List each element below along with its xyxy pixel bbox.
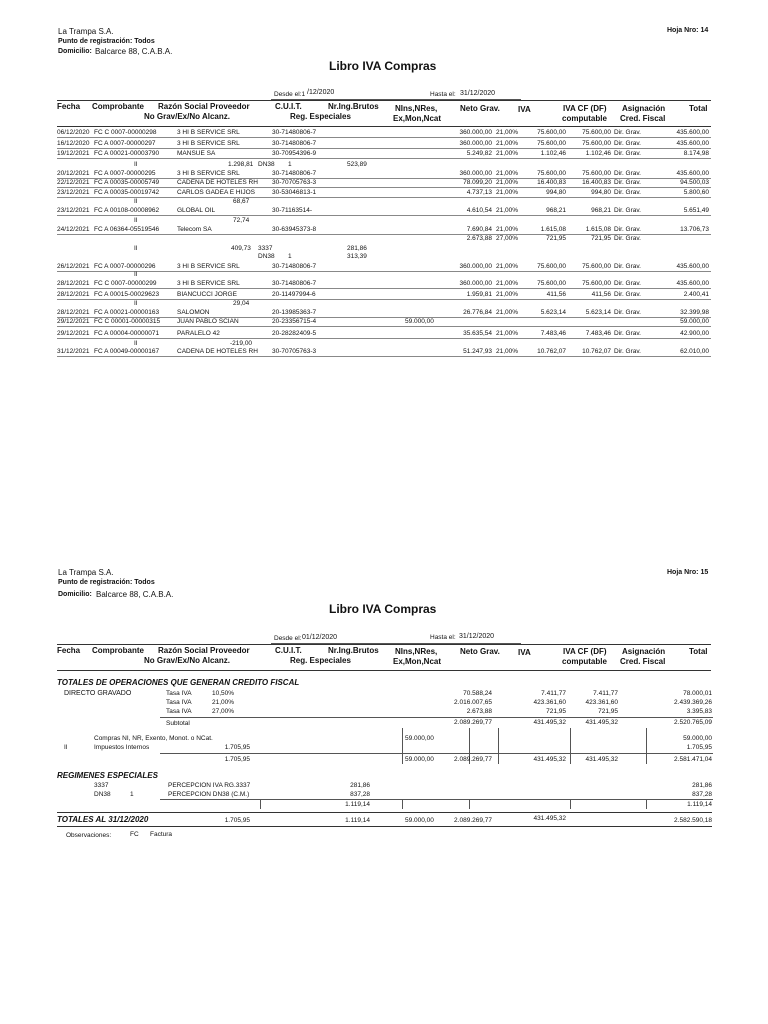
header-nring-1: Nr.Ing.Brutos [328, 102, 379, 111]
tasa-label: Tasa IVA [166, 690, 192, 697]
mansue-dn38: DN38 [258, 161, 275, 168]
header-nins-1: NIns,NRes, [395, 104, 438, 113]
row-razon-social: MANSUE SA [177, 150, 216, 157]
tasa-ivacf: 721,95 [598, 708, 618, 715]
header-asig-2: Cred. Fiscal [620, 114, 666, 123]
row-iva: 75.600,00 [537, 263, 566, 270]
row-ivacf: 10.762,07 [582, 348, 611, 355]
domicilio-label: Domicilio: [58, 48, 92, 55]
row-total: 5.800,60 [683, 189, 709, 196]
company-name: La Trampa S.A. [58, 27, 114, 36]
reg-code-3337: 3337 [94, 782, 109, 789]
compras-ni-label: Compras NI, NR, Exento, Monot. o NCat. [94, 735, 213, 742]
reg-total-dn38: 837,28 [692, 791, 712, 798]
row-comprobante: FC C 0007-00000298 [94, 129, 157, 136]
row-comprobante: FC C 0007-00000299 [94, 280, 157, 287]
header-iva: IVA [518, 105, 531, 114]
row-cuit: 30-71163514- [272, 207, 312, 214]
row-fecha: 23/12/2021 [57, 207, 90, 214]
row-comprobante: FC A 00021-00003790 [94, 150, 160, 157]
row-exento: 59.000,00 [405, 318, 434, 325]
ii-total: 1.705,95 [686, 744, 712, 751]
row-neto: 78.099,20 [463, 179, 492, 186]
row-fecha: 19/12/2021 [57, 150, 90, 157]
row-neto: 5.249,82 [466, 150, 492, 157]
row-fecha: 16/12/2020 [57, 140, 90, 147]
row-comprobante: FC A 0007-00000296 [94, 263, 156, 270]
reg-amt-dn38: 837,28 [350, 791, 370, 798]
tasa-neto: 2.016.007,65 [454, 699, 492, 706]
row-asignacion: Dir. Grav. [614, 348, 641, 355]
row-comprobante: FC C 00001-00000315 [94, 318, 161, 325]
header-razon-1: Razón Social Proveedor [158, 646, 250, 655]
row-cuit: 30-71480806-7 [272, 263, 317, 270]
row-razon-social: CADENA DE HOTELES RH [177, 179, 258, 186]
sum-ex: 59.000,00 [405, 756, 434, 763]
row-iva: 75.600,00 [537, 129, 566, 136]
row-asignacion: Dir. Grav. [614, 179, 641, 186]
subtotal-total: 2.520.765,09 [674, 719, 712, 726]
reg-amt-3337: 281,86 [350, 782, 370, 789]
telecom-tasa-2: 27,00% [496, 235, 519, 242]
row-cuit: 30-70954396-9 [272, 150, 317, 157]
desde-value: /12/2020 [307, 89, 335, 96]
telecom-313: 313,39 [347, 253, 367, 260]
global-ii: II [134, 217, 138, 224]
row-fecha: 28/12/2021 [57, 309, 90, 316]
header-ivacf-1: IVA CF (DF) [563, 647, 607, 656]
tasa-pct: 21,00% [212, 699, 235, 706]
tasa-pct: 10,50% [212, 690, 235, 697]
tasa-total: 2.439.369,26 [674, 699, 712, 706]
row-tasa: 21,00% [496, 170, 519, 177]
row-asignacion: Dir. Grav. [614, 129, 641, 136]
tasa-total: 78.000,01 [683, 690, 712, 697]
mansue-ii: II [134, 161, 138, 168]
row-neto: 7.690,84 [466, 226, 492, 233]
telecom-281: 281,86 [347, 245, 367, 252]
paralelo-ii-amount: -219,00 [230, 340, 253, 347]
header-ivacf-2: computable [562, 114, 607, 123]
row-fecha: 22/12/2021 [57, 179, 90, 186]
company-name: La Trampa S.A. [58, 568, 114, 577]
sum-total: 2.581.471,04 [674, 756, 712, 763]
row-asignacion: Dir. Grav. [614, 330, 641, 337]
totales-ex: 59.000,00 [405, 817, 434, 824]
row-comprobante: FC A 0007-00000295 [94, 170, 156, 177]
sum-iva: 431.495,32 [533, 756, 566, 763]
row-ivacf: 1.615,08 [585, 226, 611, 233]
row-cuit: 30-63945373-8 [272, 226, 317, 233]
tasa-ivacf: 7.411,77 [593, 690, 618, 697]
gadea-ii: II [134, 198, 138, 205]
global-ii-amount: 72,74 [233, 217, 250, 224]
row-neto: 360.000,00 [459, 170, 492, 177]
totales-neto: 2.089.269,77 [454, 817, 492, 824]
sum-ii: 1.705,95 [224, 756, 250, 763]
row-fecha: 29/12/2021 [57, 330, 90, 337]
row-cuit: 30-71480806-7 [272, 129, 317, 136]
row-razon-social: CADENA DE HOTELES RH [177, 348, 258, 355]
row-razon-social: 3 HI B SERVICE SRL [177, 129, 240, 136]
row-ivacf: 411,56 [591, 291, 611, 298]
mansue-dn38-num: 1 [288, 161, 292, 168]
row-total: 59.000,00 [680, 318, 709, 325]
header-fecha: Fecha [57, 102, 81, 111]
row-ivacf: 75.600,00 [582, 140, 611, 147]
row-asignacion: Dir. Grav. [614, 226, 641, 233]
row-comprobante: FC A 00035-00019742 [94, 189, 160, 196]
telecom-dn38: DN38 [258, 253, 275, 260]
row-iva: 994,80 [546, 189, 566, 196]
bianc-ii: II [134, 300, 138, 307]
row-comprobante: FC A 06364-05519546 [94, 226, 160, 233]
row-razon-social: 3 HI B SERVICE SRL [177, 280, 240, 287]
row-tasa: 21,00% [496, 189, 519, 196]
hasta-label: Hasta el: [430, 91, 456, 98]
telecom-iva-2: 721,95 [546, 235, 566, 242]
desde-label: Desde el: [274, 635, 302, 642]
header-nins-2: Ex,Mon,Ncat [393, 657, 442, 666]
telecom-asig-2: Dir. Grav. [614, 235, 641, 242]
row-total: 2.400,41 [683, 291, 709, 298]
row-iva: 411,56 [546, 291, 566, 298]
domicilio-label: Domicilio: [58, 591, 92, 598]
row-tasa: 21,00% [496, 280, 519, 287]
row-neto: 360.000,00 [459, 280, 492, 287]
section-credito-fiscal: TOTALES DE OPERACIONES QUE GENERAN CREDITO FISCAL [57, 678, 300, 687]
punto-registro: Punto de registración: Todos [58, 38, 155, 45]
row-cuit: 30-70705763-3 [272, 179, 317, 186]
subtotal-label: Subtotal [166, 720, 190, 727]
row-total: 94.500,03 [680, 179, 709, 186]
row-cuit: 20-23356715-4 [272, 318, 317, 325]
row-tasa: 21,00% [496, 348, 519, 355]
row-tasa: 21,00% [496, 140, 519, 147]
row-total: 42.900,00 [680, 330, 709, 337]
page-number: Hoja Nro: 15 [667, 569, 709, 576]
tasa-ivacf: 423.361,60 [585, 699, 618, 706]
compras-ni-total: 59.000,00 [683, 735, 712, 742]
row-comprobante: FC A 00035-00005749 [94, 179, 160, 186]
tasa-iva: 721,95 [546, 708, 566, 715]
row-iva: 1.615,08 [540, 226, 566, 233]
row-comprobante: FC A 00004-00000071 [94, 330, 160, 337]
header-total: Total [689, 104, 708, 113]
telecom-ii: II [134, 245, 138, 252]
page-title: Libro IVA Compras [329, 59, 437, 73]
reg-label-3337: PERCEPCION IVA RG.3337 [168, 782, 251, 789]
row-neto: 26.776,84 [463, 309, 492, 316]
row-tasa: 21,00% [496, 291, 519, 298]
header-nins-1: NIns,NRes, [395, 647, 438, 656]
paralelo-ii: II [134, 340, 138, 347]
header-iva: IVA [518, 648, 531, 657]
row-neto: 1.959,81 [466, 291, 492, 298]
tasa-label: Tasa IVA [166, 708, 192, 715]
row-ivacf: 7.483,46 [585, 330, 611, 337]
row-tasa: 21,00% [496, 207, 519, 214]
row-iva: 75.600,00 [537, 140, 566, 147]
totales-ii: 1.705,95 [224, 817, 250, 824]
row-iva: 7.483,46 [540, 330, 566, 337]
header-ivacf-2: computable [562, 657, 607, 666]
reg-code-dn38: DN38 [94, 791, 111, 798]
header-razon-2: No Grav/Ex/No Alcanz. [144, 112, 230, 121]
row-comprobante: FC A 00015-00029623 [94, 291, 160, 298]
row-fecha: 26/12/2021 [57, 263, 90, 270]
row-fecha: 28/12/2021 [57, 280, 90, 287]
row-ivacf: 994,80 [591, 189, 611, 196]
section-regimenes: REGIMENES ESPECIALES [57, 771, 158, 780]
row-total: 435.600,00 [676, 140, 709, 147]
row-razon-social: CARLOS GADEA E HIJOS [177, 189, 256, 196]
tasa-pct: 27,00% [212, 708, 235, 715]
row-razon-social: JUAN PABLO SCIAN [177, 318, 239, 325]
row-cuit: 30-70705763-3 [272, 348, 317, 355]
row-asignacion: Dir. Grav. [614, 291, 641, 298]
row-neto: 4.610,54 [466, 207, 492, 214]
row-cuit: 30-71480806-7 [272, 280, 317, 287]
header-nring-2: Reg. Especiales [290, 112, 351, 121]
telecom-3337: 3337 [258, 245, 273, 252]
row-cuit: 30-71480806-7 [272, 140, 317, 147]
row-ivacf: 968,21 [591, 207, 611, 214]
row-comprobante: FC A 00049-00000167 [94, 348, 160, 355]
row-neto: 360.000,00 [459, 129, 492, 136]
reg-sum-total: 1.119,14 [687, 801, 712, 808]
row-asignacion: Dir. Grav. [614, 263, 641, 270]
row-cuit: 30-71480806-7 [272, 170, 317, 177]
tasa-total: 3.395,83 [686, 708, 712, 715]
reg-total-3337: 281,86 [692, 782, 712, 789]
row-fecha: 23/12/2021 [57, 189, 90, 196]
row-cuit: 20-28282409-5 [272, 330, 317, 337]
hasta-value: 31/12/2020 [459, 633, 495, 640]
row-total: 435.600,00 [676, 263, 709, 270]
row-razon-social: 3 HI B SERVICE SRL [177, 140, 240, 147]
subtotal-iva: 431.495,32 [533, 719, 566, 726]
row-total: 435.600,00 [676, 170, 709, 177]
row-cuit: 20-11497994-6 [272, 291, 316, 298]
subtotal-ivacf: 431.495,32 [585, 719, 618, 726]
row-neto: 51.247,93 [463, 348, 492, 355]
punto-registro: Punto de registración: Todos [58, 579, 155, 586]
header-asig-1: Asignación [622, 104, 666, 113]
row-razon-social: SALOMON [177, 309, 210, 316]
row-cuit: 20-13985363-7 [272, 309, 317, 316]
row-total: 62.010,00 [680, 348, 709, 355]
row-ivacf: 75.600,00 [582, 263, 611, 270]
row-fecha: 20/12/2021 [57, 170, 90, 177]
header-razon-1: Razón Social Proveedor [158, 102, 250, 111]
hasta-value: 31/12/2020 [460, 90, 496, 97]
telecom-ii-amount: 409,73 [231, 245, 251, 252]
telecom-ivacf-2: 721,95 [591, 235, 611, 242]
row-asignacion: Dir. Grav. [614, 280, 641, 287]
row-ivacf: 1.102,46 [585, 150, 611, 157]
row-fecha: 29/12/2021 [57, 318, 90, 325]
row-iva: 10.762,07 [537, 348, 566, 355]
row-total: 8.174,98 [683, 150, 709, 157]
header-total: Total [689, 647, 708, 656]
header-cuit: C.U.I.T. [275, 102, 302, 111]
tasa-neto: 2.673,88 [466, 708, 492, 715]
mansue-ii-amount: 1.298,81 [228, 161, 254, 168]
header-nins-2: Ex,Mon,Ncat [393, 114, 442, 123]
row-asignacion: Dir. Grav. [614, 150, 641, 157]
domicilio-value: Balcarce 88, C.A.B.A. [95, 47, 173, 56]
row-asignacion: Dir. Grav. [614, 140, 641, 147]
row-asignacion: Dir. Grav. [614, 207, 641, 214]
ii-amount: 1.705,95 [224, 744, 250, 751]
row-razon-social: Telecom SA [177, 226, 212, 233]
row-comprobante: FC A 00108-00008962 [94, 207, 160, 214]
page-number: Hoja Nro: 14 [667, 27, 709, 34]
row-cuit: 30-53046813-1 [272, 189, 317, 196]
s296-ii: II [134, 271, 138, 278]
hasta-label: Hasta el: [430, 634, 456, 641]
sum-ivacf: 431.495,32 [585, 756, 618, 763]
row-iva: 1.102,46 [540, 150, 566, 157]
sum-neto: 2.089.269,77 [454, 756, 492, 763]
row-total: 13.706,73 [680, 226, 709, 233]
row-iva: 968,21 [546, 207, 566, 214]
telecom-neto-2: 2.673,88 [466, 235, 492, 242]
row-ivacf: 16.400,83 [582, 179, 611, 186]
observaciones-code: FC [130, 831, 139, 838]
row-comprobante: FC A 00021-00000163 [94, 309, 160, 316]
row-fecha: 24/12/2021 [57, 226, 90, 233]
reg-label-dn38: PERCEPCION DN38 (C.M.) [168, 791, 250, 798]
header-asig-2: Cred. Fiscal [620, 657, 666, 666]
row-iva: 75.600,00 [537, 280, 566, 287]
row-tasa: 21,00% [496, 330, 519, 337]
row-tasa: 21,00% [496, 179, 519, 186]
observaciones-label: Observaciones: [66, 832, 112, 839]
reg-sum: 1.119,14 [345, 801, 370, 808]
ii-code: II [64, 744, 68, 751]
row-fecha: 06/12/2020 [57, 129, 90, 136]
desde-label: Desde el:1 [274, 91, 306, 98]
totales-reg: 1.119,14 [345, 817, 370, 824]
row-tasa: 21,00% [496, 309, 519, 316]
row-iva: 5.623,14 [540, 309, 566, 316]
row-fecha: 31/12/2021 [57, 348, 90, 355]
row-neto: 35.635,54 [463, 330, 492, 337]
header-nring-1: Nr.Ing.Brutos [328, 646, 379, 655]
row-comprobante: FC A 0007-00000297 [94, 140, 156, 147]
header-neto: Neto Grav. [460, 647, 500, 656]
row-total: 435.600,00 [676, 280, 709, 287]
row-asignacion: Dir. Grav. [614, 189, 641, 196]
tasa-neto: 70.588,24 [463, 690, 492, 697]
tasa-iva: 423.361,60 [533, 699, 566, 706]
row-neto: 4.737,13 [466, 189, 492, 196]
mansue-perception: 523,89 [347, 161, 367, 168]
row-tasa: 21,00% [496, 150, 519, 157]
page-title: Libro IVA Compras [329, 602, 437, 616]
row-ivacf: 5.623,14 [585, 309, 611, 316]
row-asignacion: Dir. Grav. [614, 170, 641, 177]
row-razon-social: BIANCUCCI JORGE [177, 291, 237, 298]
row-total: 435.600,00 [676, 129, 709, 136]
header-fecha: Fecha [57, 646, 81, 655]
row-iva: 16.400,83 [537, 179, 566, 186]
directo-gravado: DIRECTO GRAVADO [64, 690, 132, 697]
header-nring-2: Reg. Especiales [290, 656, 351, 665]
row-razon-social: 3 HI B SERVICE SRL [177, 263, 240, 270]
row-tasa: 21,00% [496, 263, 519, 270]
subtotal-neto: 2.089.269,77 [454, 719, 492, 726]
header-ivacf-1: IVA CF (DF) [563, 104, 607, 113]
tasa-label: Tasa IVA [166, 699, 192, 706]
totales-total: 2.582.590,18 [674, 817, 712, 824]
tasa-iva: 7.411,77 [541, 690, 566, 697]
row-asignacion: Dir. Grav. [614, 309, 641, 316]
header-razon-2: No Grav/Ex/No Alcanz. [144, 656, 230, 665]
row-fecha: 28/12/2021 [57, 291, 90, 298]
row-neto: 360.000,00 [459, 263, 492, 270]
compras-ni-ex: 59.000,00 [405, 735, 434, 742]
row-tasa: 21,00% [496, 226, 519, 233]
desde-value: 01/12/2020 [302, 634, 338, 641]
observaciones-text: Factura [150, 831, 173, 838]
domicilio-value: Balcarce 88, C.A.B.A. [96, 590, 174, 599]
ii-label: Impuestos Internos [94, 744, 150, 751]
row-total: 32.399,98 [680, 309, 709, 316]
header-cuit: C.U.I.T. [275, 646, 302, 655]
row-razon-social: PARALELO 42 [177, 330, 220, 337]
header-comprobante: Comprobante [92, 102, 144, 111]
header-neto: Neto Grav. [460, 104, 500, 113]
gadea-ii-amount: 68,67 [233, 198, 250, 205]
row-ivacf: 75.600,00 [582, 170, 611, 177]
telecom-dn38-num: 1 [288, 253, 292, 260]
totales-label: TOTALES AL 31/12/2020 [57, 815, 149, 824]
row-total: 5.651,49 [683, 207, 709, 214]
row-razon-social: GLOBAL OIL [177, 207, 216, 214]
row-iva: 75.600,00 [537, 170, 566, 177]
row-tasa: 21,00% [496, 129, 519, 136]
bianc-ii-amount: 29,04 [233, 300, 250, 307]
header-comprobante: Comprobante [92, 646, 144, 655]
row-neto: 360.000,00 [459, 140, 492, 147]
reg-num-dn38: 1 [130, 791, 134, 798]
row-ivacf: 75.600,00 [582, 280, 611, 287]
row-razon-social: 3 HI B SERVICE SRL [177, 170, 240, 177]
header-asig-1: Asignación [622, 647, 666, 656]
row-ivacf: 75.600,00 [582, 129, 611, 136]
totales-iva: 431.495,32 [533, 815, 566, 822]
